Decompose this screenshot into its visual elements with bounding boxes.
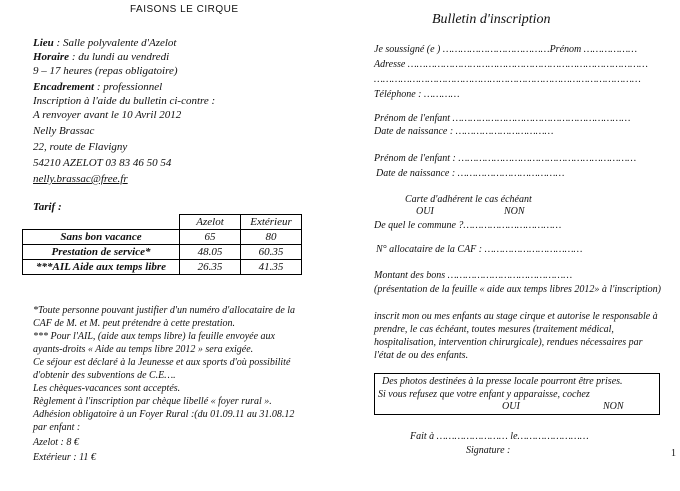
field-montant[interactable]: Montant des bons …………………………………… xyxy=(374,270,573,281)
field-soussigne[interactable]: Je soussigné (e ) ………………………………Prénom ……………… xyxy=(374,44,638,55)
photo-line-2: Si vous refusez que votre enfant y apparaisse, cochez xyxy=(378,389,590,400)
note-line: *Toute personne pouvant justifier d'un numéro d'allocataire de la xyxy=(33,305,296,316)
lieu-text: : Salle polyvalente d'Azelot xyxy=(53,37,177,49)
table-row xyxy=(23,230,302,245)
field-allocataire-caf[interactable]: N° allocataire de la CAF : …………………………… xyxy=(376,244,583,255)
field-prenom-enfant-1[interactable]: Prénom de l'enfant …………………………………………………… xyxy=(374,113,631,124)
row-exterieur: 80 xyxy=(241,230,302,245)
col-azelot: Azelot xyxy=(180,215,241,230)
contact-city-phone: 54210 AZELOT 03 83 46 50 54 xyxy=(33,157,172,169)
note-line: ayants-droits « Aide au temps libre 2012 » sera exigée. xyxy=(33,344,254,355)
tarif-table xyxy=(22,214,302,275)
empty-cell xyxy=(23,215,180,230)
lieu-label: Lieu xyxy=(33,37,54,49)
para-line: inscrit mon ou mes enfants au stage cirque et autorise le responsable à xyxy=(374,311,658,322)
note-line: CAF de M. et M. peut prétendre à cette prestation. xyxy=(33,318,235,329)
row-azelot: 65 xyxy=(180,230,241,245)
note-line: *** Pour l'AIL, (aide aux temps libre) la feuille envoyée aux xyxy=(33,331,275,342)
tarif-label: Tarif : xyxy=(33,201,62,213)
carte-label: Carte d'adhérent le cas échéant xyxy=(405,194,532,205)
col-exterieur: Extérieur xyxy=(241,215,302,230)
page-number: 1 xyxy=(671,448,676,459)
encadrement-label: Encadrement xyxy=(33,81,95,93)
row-label: Sans bon vacance xyxy=(23,230,180,245)
note-line: Les chèques-vacances sont acceptés. xyxy=(33,383,181,394)
contact-email[interactable]: nelly.brassac@free.fr xyxy=(33,173,128,185)
note-line: Règlement à l'inscription par chèque libellé « foyer rural ». xyxy=(33,396,272,407)
field-commune[interactable]: De quel le commune ?…………………………… xyxy=(374,220,562,231)
carte-non-option[interactable]: NON xyxy=(504,206,525,217)
row-azelot: 26.35 xyxy=(180,260,241,275)
contact-street: 22, route de Flavigny xyxy=(33,141,128,153)
row-exterieur: 41.35 xyxy=(241,260,302,275)
renvoyer-line: A renvoyer avant le 10 Avril 2012 xyxy=(33,109,182,121)
field-adresse-2[interactable]: ……………………………………………………………………………… xyxy=(374,74,641,85)
note-line: par enfant : xyxy=(33,422,81,433)
tarif-header-row xyxy=(23,215,302,230)
encadrement-text: : professionnel xyxy=(94,81,163,93)
horaire-line xyxy=(33,50,169,64)
header-title: FAISONS LE CIRQUE xyxy=(130,4,239,15)
field-naissance-1[interactable]: Date de naissance : …………………………… xyxy=(374,126,554,137)
field-naissance-2[interactable]: Date de naissance : ……………………………… xyxy=(376,168,565,179)
para-line: prendre, le cas échéant, toutes mesures (traitement médical, xyxy=(374,324,614,335)
signature-label: Signature : xyxy=(466,445,511,456)
photo-non-option[interactable]: NON xyxy=(603,401,624,412)
presentation-note: (présentation de la feuille « aide aux temps libres 2012» à l'inscription) xyxy=(374,284,662,295)
note-line: Azelot : 8 € xyxy=(33,437,79,448)
carte-oui-option[interactable]: OUI xyxy=(416,206,434,217)
horaire-label: Horaire xyxy=(33,51,70,63)
field-adresse[interactable]: Adresse ……………………………………………………………………… xyxy=(374,59,648,70)
form-title: Bulletin d'inscription xyxy=(432,12,551,27)
lieu-line xyxy=(33,36,176,50)
field-prenom-enfant-2[interactable]: Prénom de l'enfant : …………………………………………………… xyxy=(374,153,637,164)
encadrement-line xyxy=(33,80,162,94)
note-line: Adhésion obligatoire à un Foyer Rural :(du 01.09.11 au 31.08.12 xyxy=(33,409,295,420)
field-fait-a[interactable]: Fait à …………………… le…………………… xyxy=(410,431,589,442)
row-label: Prestation de service* xyxy=(23,245,180,260)
field-telephone[interactable]: Téléphone : ………… xyxy=(374,89,460,100)
table-row xyxy=(23,245,302,260)
photo-line-1: Des photos destinées à la presse locale pourront être prises. xyxy=(382,376,623,387)
note-line: d'obtenir des subventions de C.E…. xyxy=(33,370,176,381)
table-row xyxy=(23,260,302,275)
contact-name: Nelly Brassac xyxy=(33,125,95,137)
note-line: Extérieur : 11 € xyxy=(33,452,96,463)
note-line: Ce séjour est déclaré à la Jeunesse et aux sports d'où possibilité xyxy=(33,357,291,368)
inscription-line: Inscription à l'aide du bulletin ci-contre : xyxy=(33,95,216,107)
row-azelot: 48.05 xyxy=(180,245,241,260)
para-line: l'état de ou des enfants. xyxy=(374,350,469,361)
photo-oui-option[interactable]: OUI xyxy=(502,401,520,412)
horaire-hours: 9 – 17 heures (repas obligatoire) xyxy=(33,65,178,77)
horaire-text: : du lundi au vendredi xyxy=(69,51,170,63)
row-exterieur: 60.35 xyxy=(241,245,302,260)
row-label: ***AIL Aide aux temps libre xyxy=(23,260,180,275)
para-line: hospitalisation, intervention chirurgicale), rendues nécessaires par xyxy=(374,337,643,348)
